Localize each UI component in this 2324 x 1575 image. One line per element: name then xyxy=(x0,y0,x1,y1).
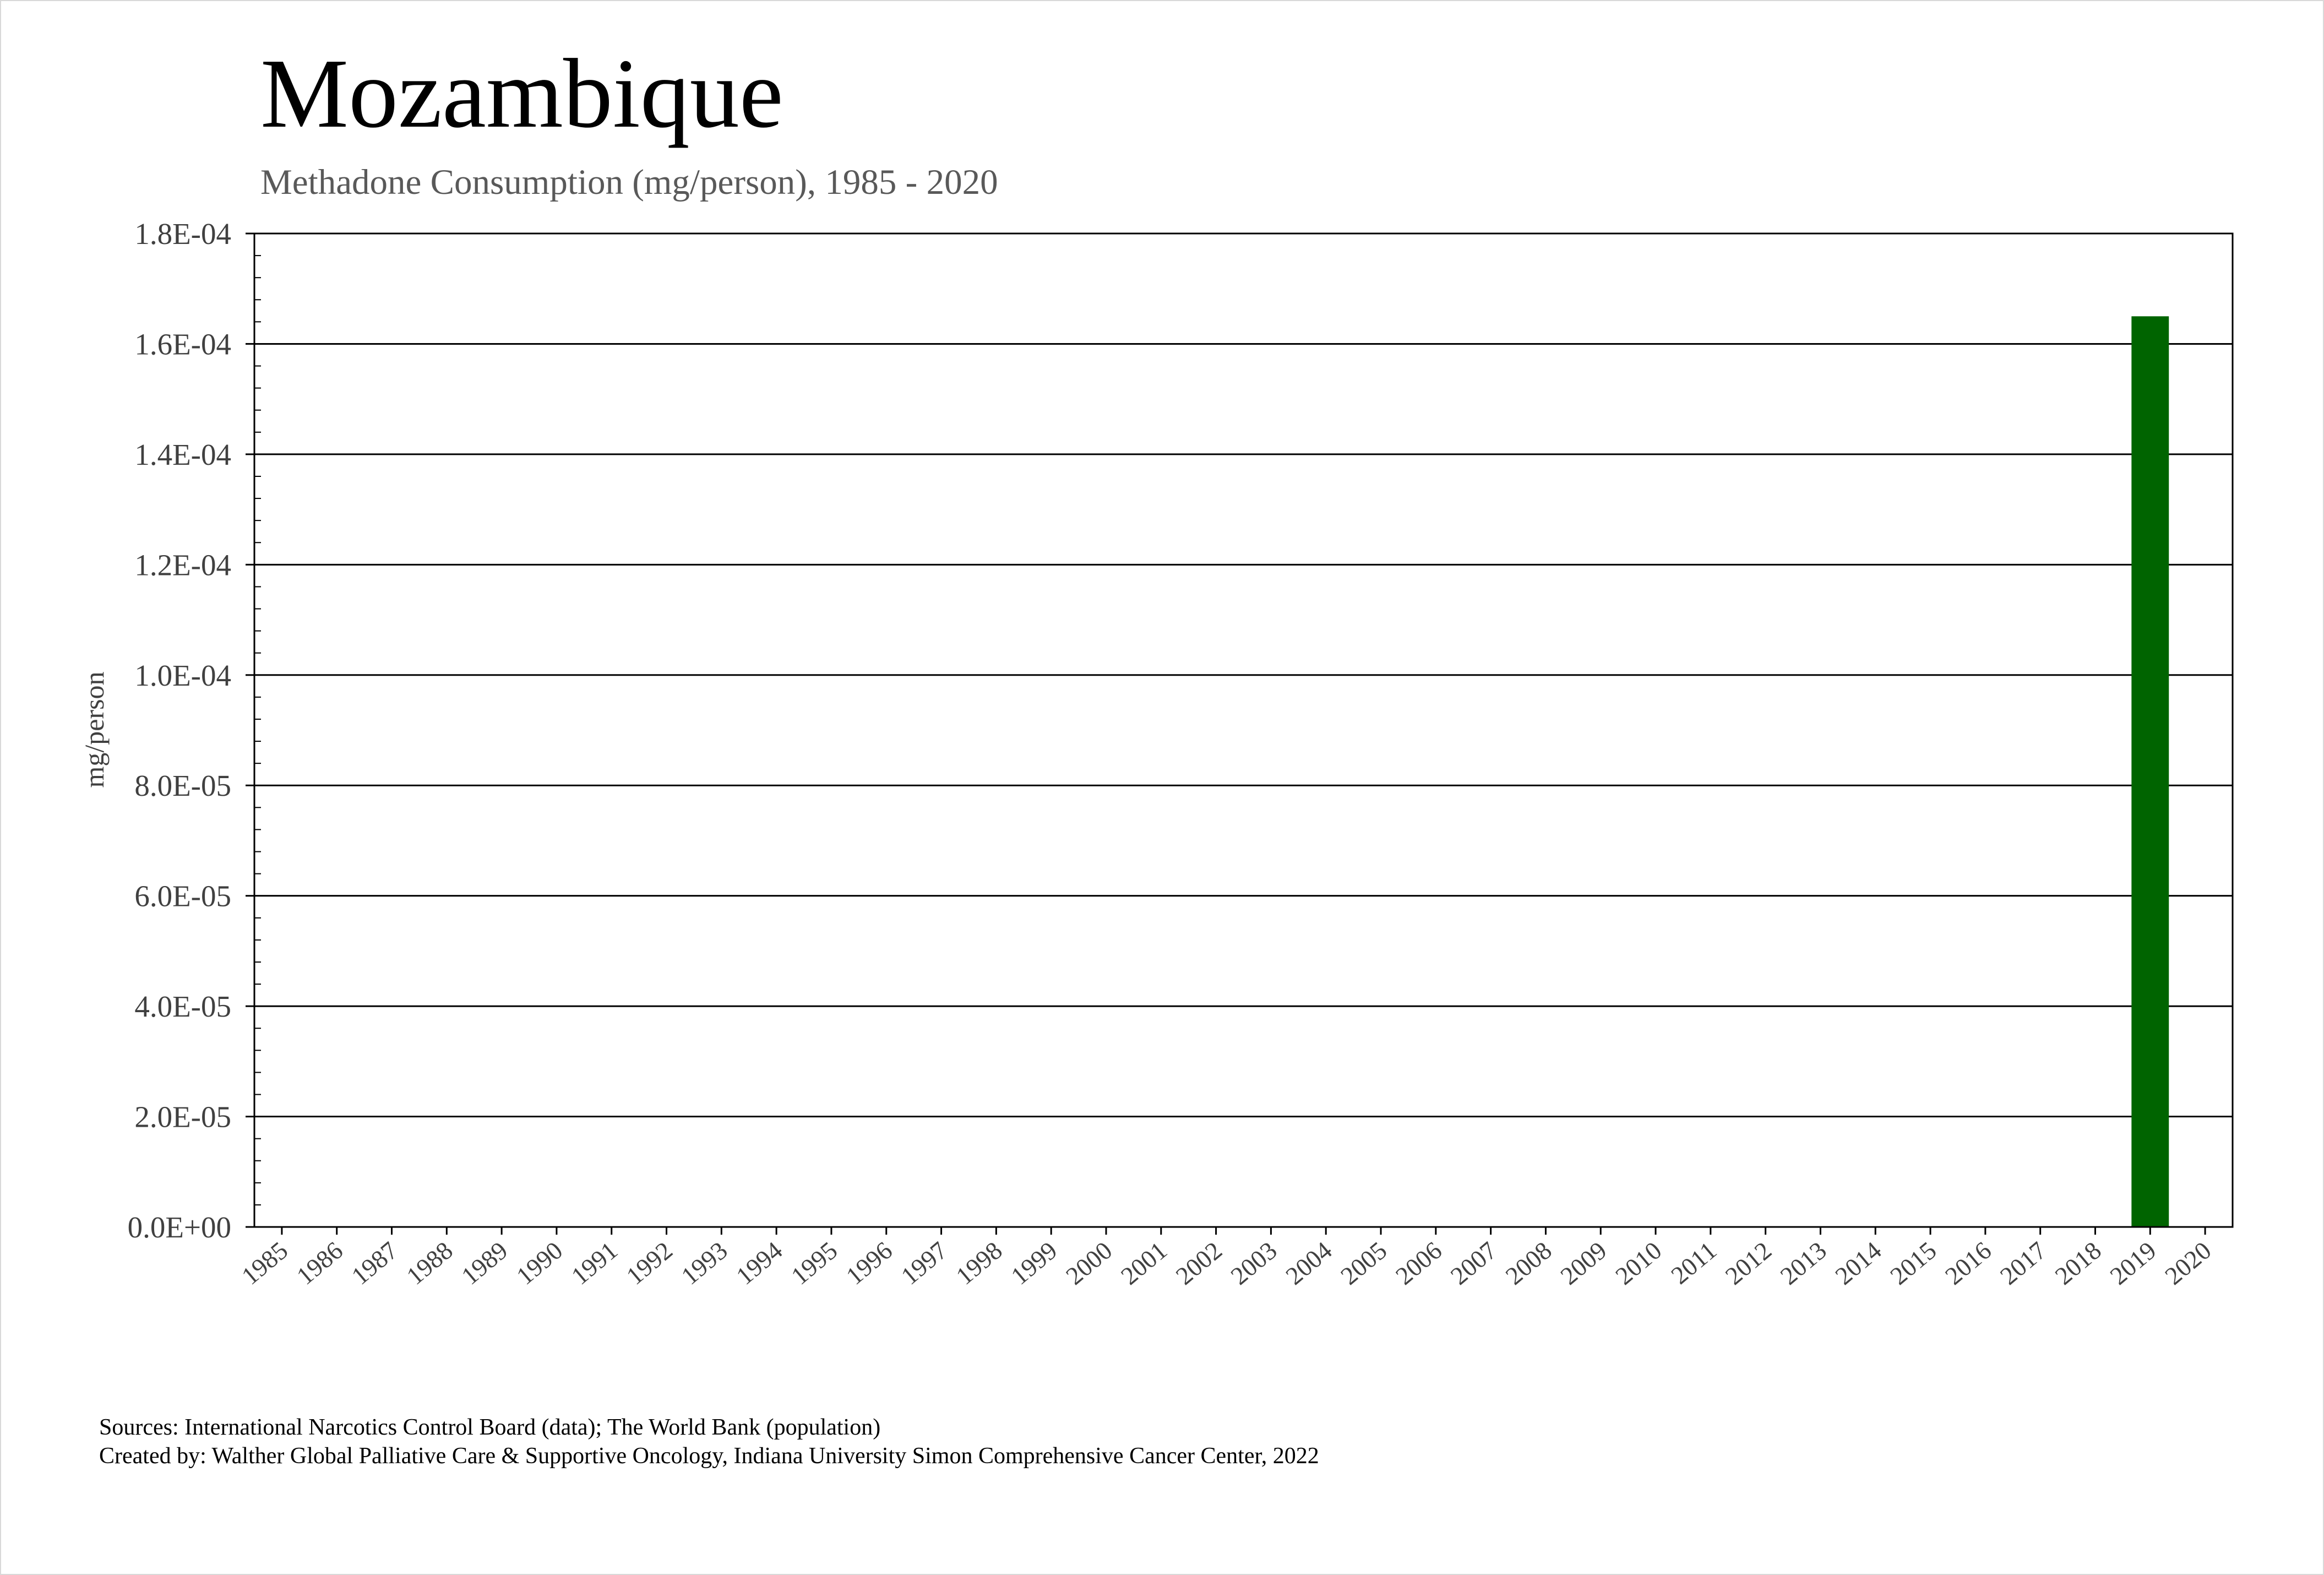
x-tick-label: 2001 xyxy=(1115,1236,1173,1290)
footer-sources: Sources: International Narcotics Control Board (data); The World Bank (population) xyxy=(99,1415,881,1440)
x-tick-label: 2020 xyxy=(2159,1236,2217,1290)
footer-created-by: Created by: Walther Global Palliative Care & Supportive Oncology, Indiana University Simon Comprehensive Cancer Center, 2022 xyxy=(99,1443,1319,1469)
x-tick-label: 1989 xyxy=(456,1236,513,1290)
x-tick-label: 1994 xyxy=(731,1236,788,1290)
gridlines xyxy=(254,344,2233,1116)
x-tick-label: 2019 xyxy=(2104,1236,2162,1290)
x-tick-label: 1997 xyxy=(895,1236,953,1290)
chart-title: Mozambique xyxy=(260,39,783,148)
x-tick-label: 2011 xyxy=(1666,1236,1722,1290)
x-tick-label: 2009 xyxy=(1555,1236,1612,1290)
x-tick-label: 1995 xyxy=(786,1236,843,1290)
y-tick-label: 1.4E-04 xyxy=(134,437,231,471)
y-tick-label: 0.0E+00 xyxy=(127,1210,231,1244)
x-tick-label: 2015 xyxy=(1885,1236,1942,1290)
x-tick-label: 2014 xyxy=(1830,1236,1887,1290)
y-tick-label: 6.0E-05 xyxy=(134,879,231,913)
x-tick-label: 2002 xyxy=(1170,1236,1228,1290)
x-tick-label: 2000 xyxy=(1060,1236,1118,1290)
x-tick-label: 1993 xyxy=(676,1236,733,1290)
x-tick-label: 2005 xyxy=(1335,1236,1392,1290)
bars xyxy=(2131,316,2169,1227)
x-tick-label: 2003 xyxy=(1225,1236,1282,1290)
x-tick-label: 2007 xyxy=(1445,1236,1503,1290)
x-tick-label: 1992 xyxy=(621,1236,678,1290)
x-tick-label: 1986 xyxy=(291,1236,349,1290)
x-tick-label: 1991 xyxy=(565,1236,623,1290)
bar-2019 xyxy=(2131,316,2169,1227)
x-tick-label: 2012 xyxy=(1719,1236,1777,1290)
x-tick-label: 1987 xyxy=(346,1236,403,1290)
x-tick-label: 2017 xyxy=(1994,1236,2052,1290)
x-tick-labels xyxy=(236,1236,2216,1290)
x-tick-label: 2008 xyxy=(1500,1236,1557,1290)
axes xyxy=(246,233,2233,1235)
y-axis-label: mg/person xyxy=(79,671,110,788)
x-tick-label: 2016 xyxy=(1940,1236,1997,1290)
x-tick-label: 1985 xyxy=(236,1236,293,1290)
y-tick-label: 1.0E-04 xyxy=(134,658,231,692)
plot-border xyxy=(254,233,2233,1227)
y-tick-label: 2.0E-05 xyxy=(134,1100,231,1134)
y-tick-label: 1.6E-04 xyxy=(134,327,231,361)
x-tick-label: 2006 xyxy=(1390,1236,1447,1290)
x-tick-label: 1990 xyxy=(511,1236,568,1290)
x-tick-label: 2004 xyxy=(1280,1236,1337,1290)
x-tick-label: 2010 xyxy=(1610,1236,1667,1290)
x-tick-label: 2013 xyxy=(1775,1236,1832,1290)
chart-subtitle: Methadone Consumption (mg/person), 1985 - 2020 xyxy=(260,162,998,202)
x-tick-label: 1996 xyxy=(840,1236,898,1290)
x-tick-label: 1988 xyxy=(401,1236,458,1290)
y-tick-label: 1.8E-04 xyxy=(134,217,231,251)
x-tick-label: 1998 xyxy=(950,1236,1008,1290)
y-tick-labels xyxy=(128,217,231,1244)
y-tick-label: 4.0E-05 xyxy=(134,990,231,1024)
x-tick-label: 2018 xyxy=(2049,1236,2107,1290)
y-tick-label: 1.2E-04 xyxy=(134,548,231,582)
x-tick-label: 1999 xyxy=(1005,1236,1063,1290)
y-tick-label: 8.0E-05 xyxy=(134,769,231,803)
